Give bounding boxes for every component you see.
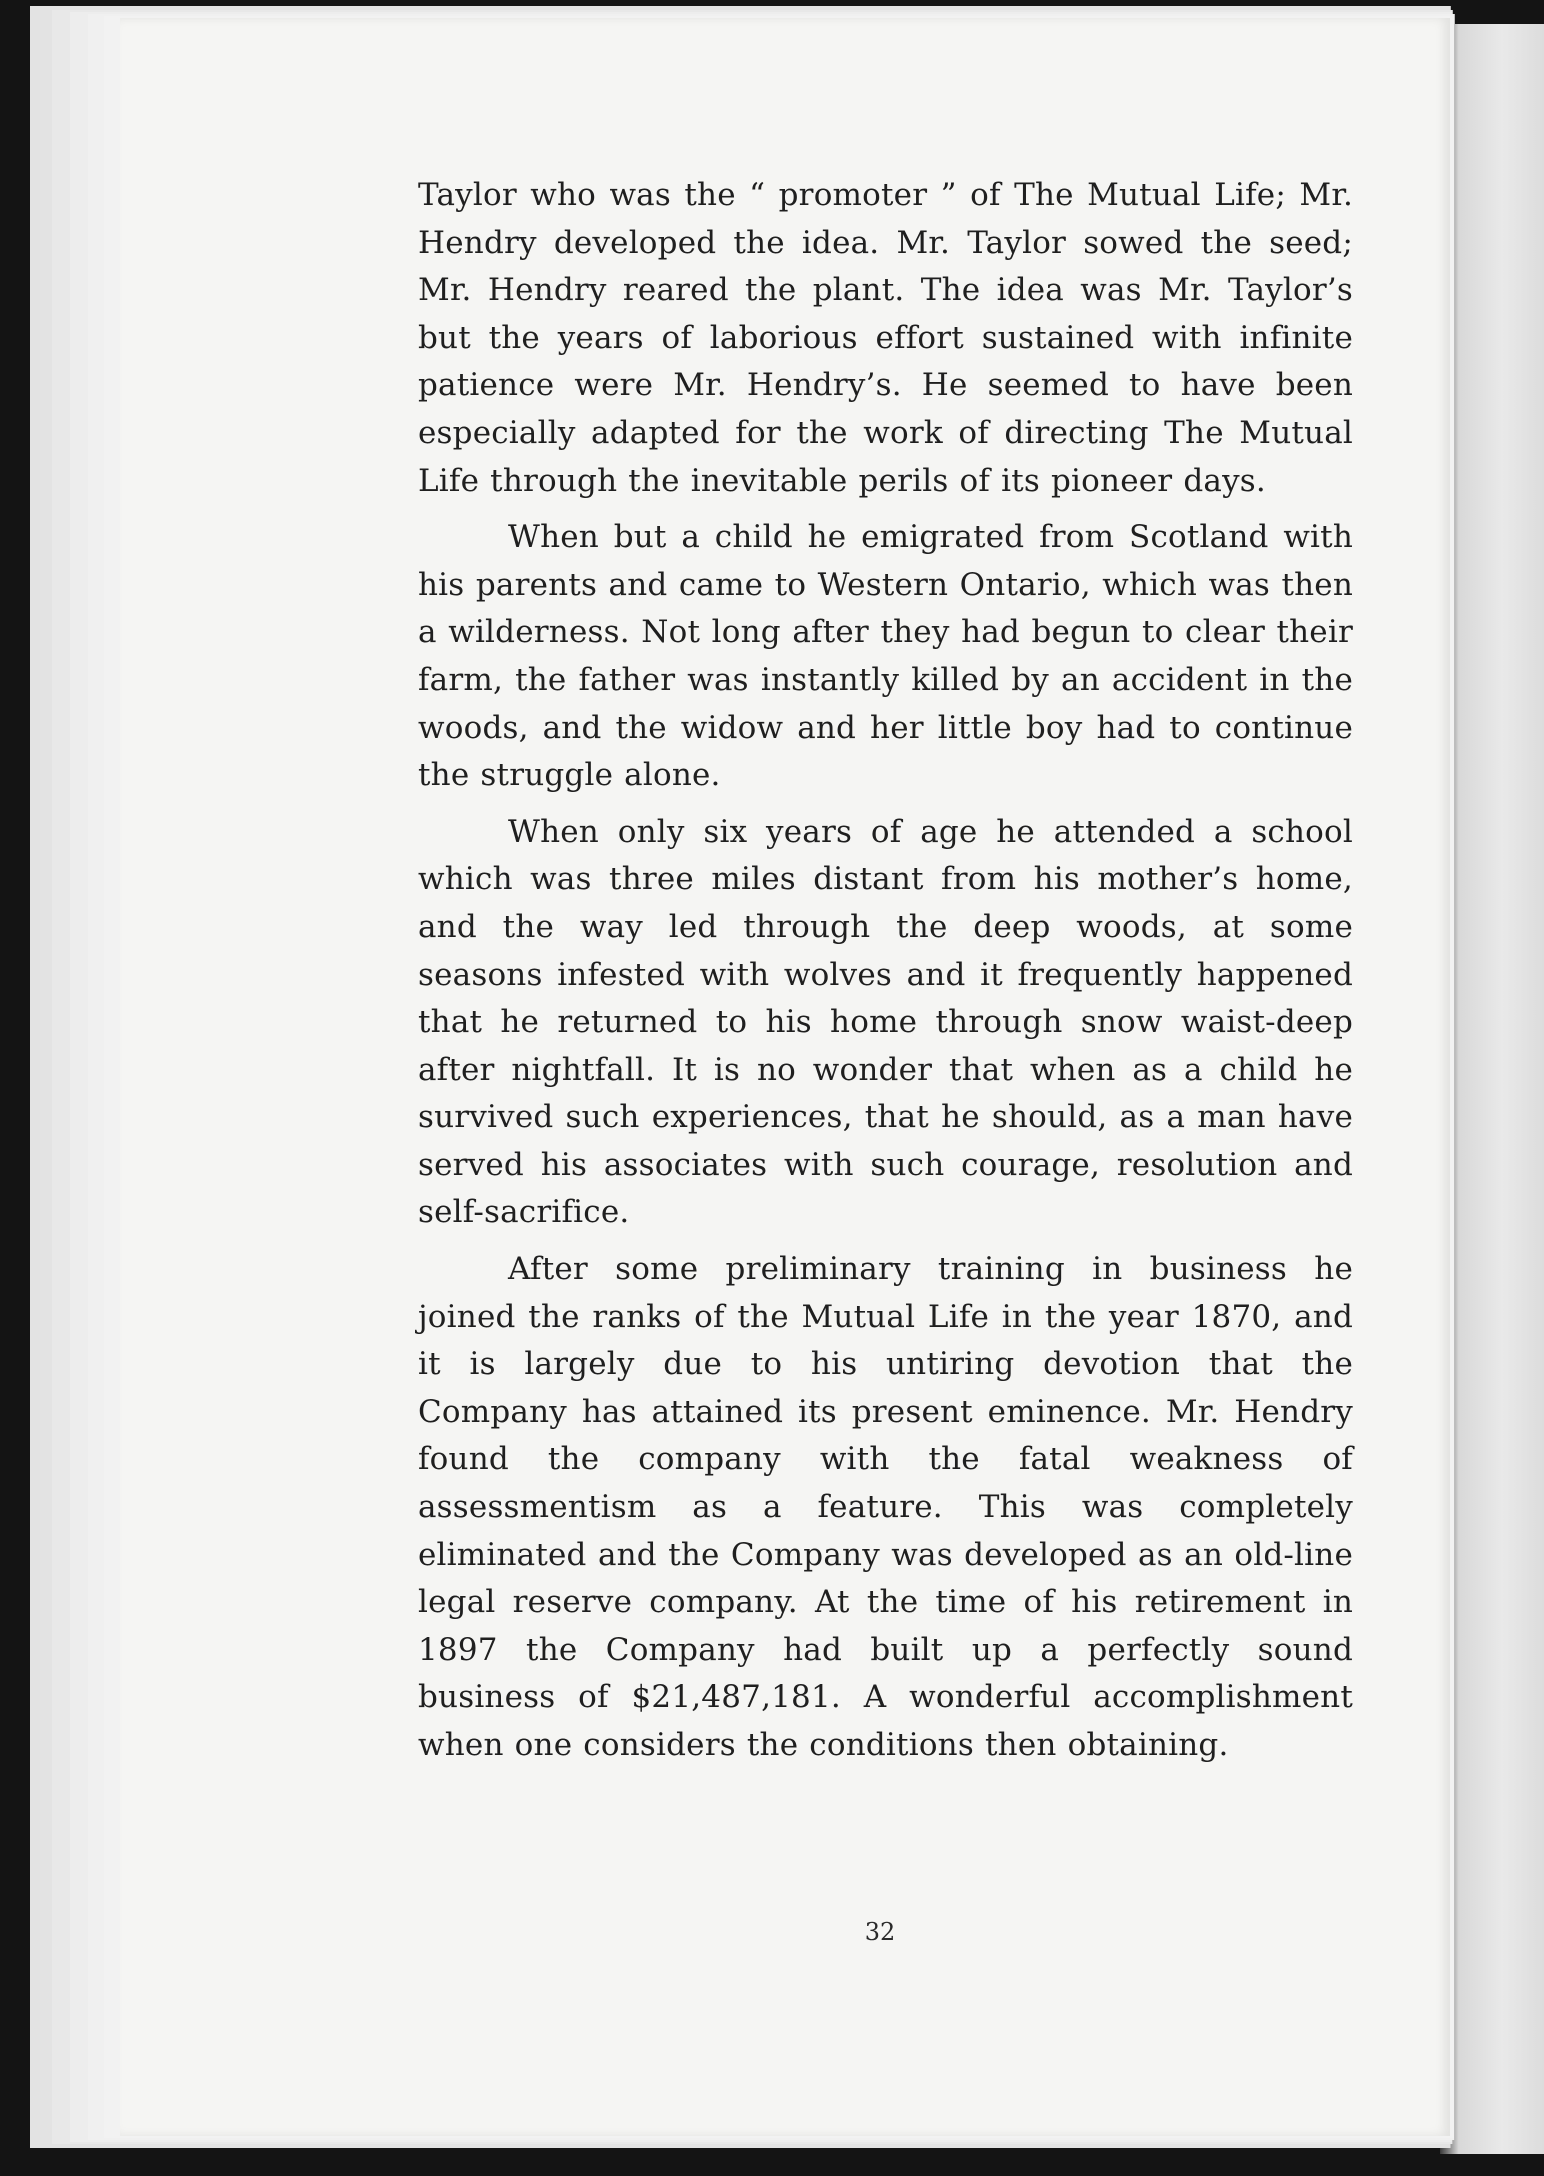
paragraph-1: Taylor who was the “ promoter ” of The Mutual Life; Mr. Hendry developed the idea. Mr. Taylor sowed the seed; Mr. Hendry reared the plant. The idea was Mr. Taylor’s but the years of laborious effort sustained with infinite patience were Mr. Hendry’s. He seemed to have been especially adapted for the work of directing The Mutual Life through the inevitable perils of its pioneer days. xyxy=(418,177,1353,499)
back-page-strip xyxy=(1440,24,1544,2154)
paragraph-3: When only six years of age he attended a school which was three miles distant from his mother’s home, and the way led through the deep woods, at some seasons infested with wolves and it frequently happened that he returned to his home through snow waist-deep after nightfall. It is no wonder that when as a child he survived such experiences, that he should, as a man have served his associates with such courage, resolution and self-sacrifice. xyxy=(418,813,1353,1231)
page-number: 32 xyxy=(864,1918,896,1946)
paragraph-4: After some preliminary training in business he joined the ranks of the Mutual Life in the year 1870, and it is largely due to his untiring devotion that the Company has attained its present eminence. Mr. Hendry found the company with the fatal weakness of assessmentism as a feature. This was completely eliminated and the Company was developed as an old-line legal reserve company. At the time of his retirement in 1897 the Company had built up a perfectly sound business of $21,487,181. A wonderful accomplishment when one considers the conditions then obtaining. xyxy=(418,1251,1353,1763)
body-text xyxy=(418,172,1353,1779)
paragraph-2: When but a child he emigrated from Scotland with his parents and came to Western Ontario, which was then a wilderness. Not long after they had begun to clear their farm, the father was instantly killed by an accident in the woods, and the widow and her little boy had to continue the struggle alone. xyxy=(418,519,1353,794)
